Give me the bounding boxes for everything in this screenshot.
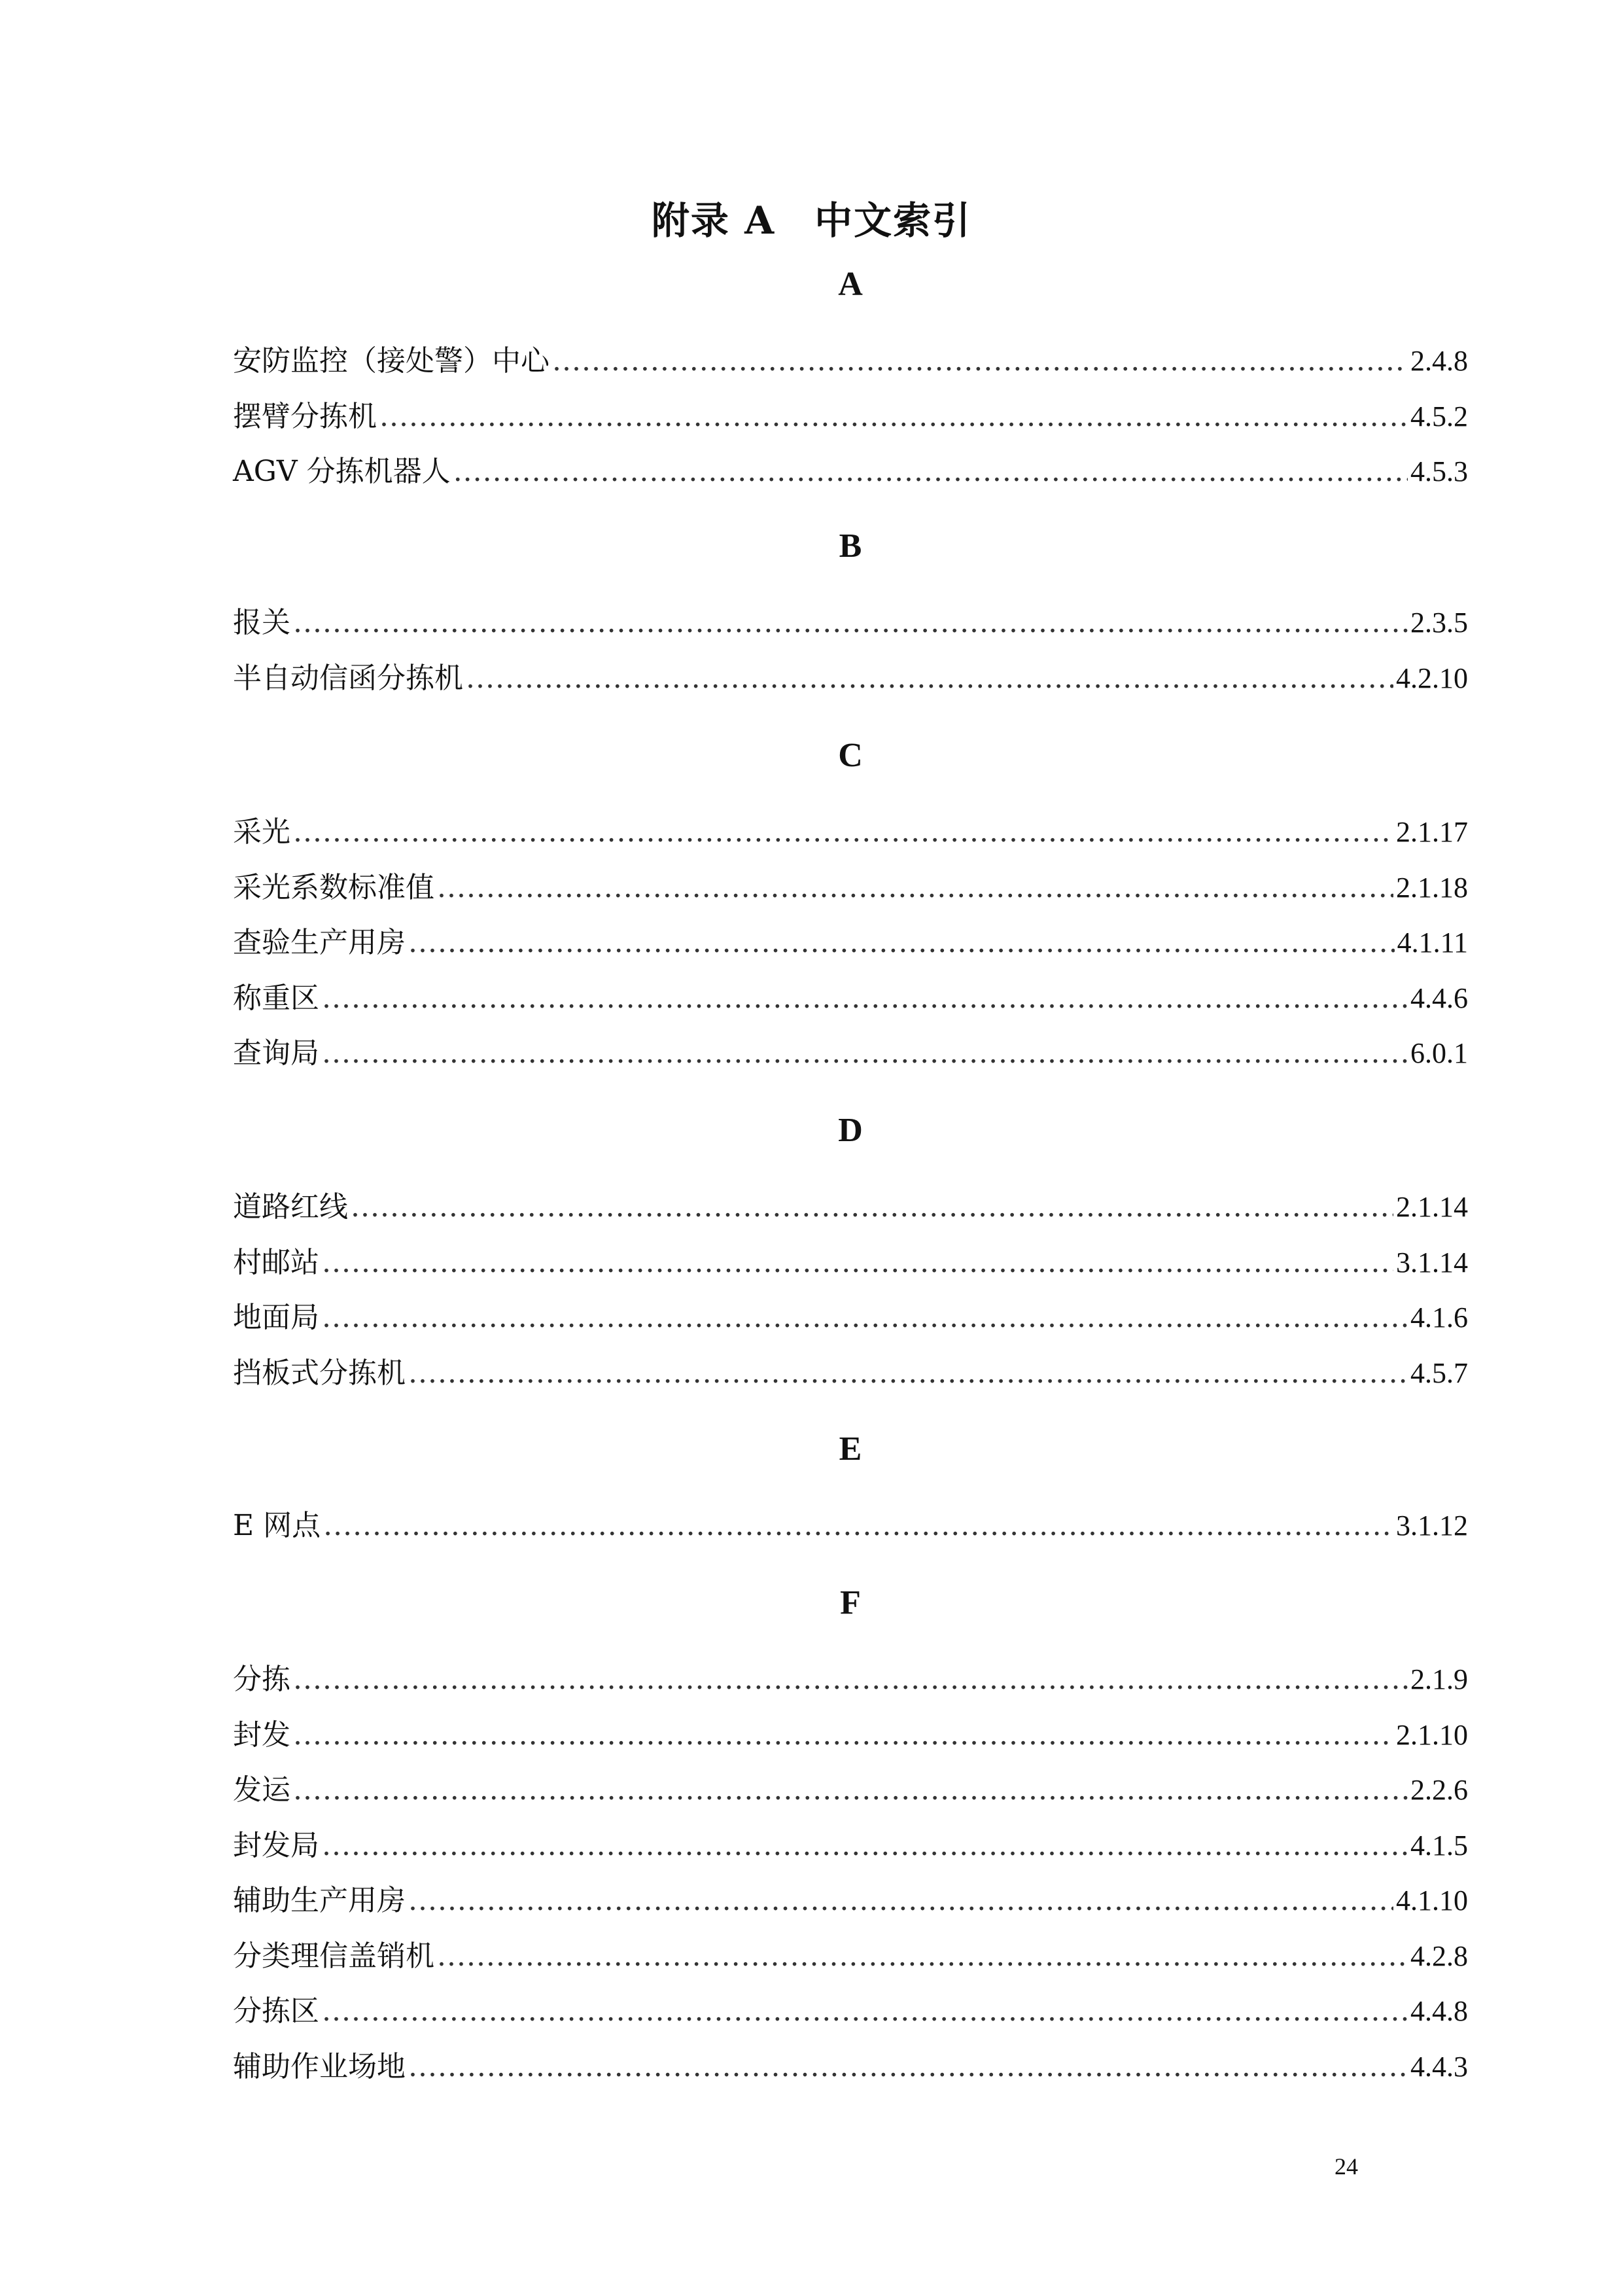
clause-ref: 3.1.14 [1396, 1246, 1468, 1279]
dot-leader [322, 971, 1408, 1027]
dot-leader [293, 595, 1408, 651]
index-term: 安防监控（接处警）中心 [233, 344, 550, 378]
page-number: 24 [1335, 2153, 1358, 2180]
section-letter: B [839, 527, 862, 565]
index-term: 分类理信盖销机 [233, 1939, 434, 1973]
index-entry [233, 1818, 1468, 1874]
clause-ref: 4.1.10 [1396, 1884, 1468, 1916]
clause-ref: 2.1.18 [1396, 871, 1468, 904]
section-f [233, 1574, 1468, 2094]
index-term: 辅助作业场地 [233, 2049, 406, 2083]
index-entry [233, 651, 1468, 707]
dot-leader [408, 2040, 1408, 2095]
index-entry [233, 1984, 1468, 2040]
section-letter: E [839, 1430, 862, 1468]
section-c [233, 726, 1468, 1082]
index-entry [233, 1346, 1468, 1402]
dot-leader [466, 651, 1393, 707]
index-entry [233, 1708, 1468, 1763]
index-entry [233, 1929, 1468, 1985]
index-term: 查验生产用房 [233, 926, 406, 959]
clause-ref: 4.2.8 [1410, 1939, 1468, 1972]
dot-leader [351, 1180, 1393, 1235]
dot-leader [322, 1235, 1393, 1291]
dot-leader [322, 1984, 1408, 2040]
dot-leader [437, 860, 1393, 916]
index-term: AGV 分拣机器人 [233, 455, 451, 488]
dot-leader [293, 1708, 1393, 1763]
clause-ref: 2.3.5 [1410, 607, 1468, 639]
index-term: 辅助生产用房 [233, 1884, 406, 1917]
clause-ref: 4.5.2 [1410, 400, 1468, 433]
index-term: 采光 [233, 815, 290, 849]
index-term: 采光系数标准值 [233, 870, 434, 904]
dot-leader [323, 1498, 1393, 1554]
index-term: 发运 [233, 1773, 290, 1807]
index-term: 村邮站 [233, 1245, 319, 1279]
dot-leader [322, 1290, 1408, 1346]
index-entry [233, 1873, 1468, 1929]
page-title: 附录 A 中文索引 [651, 198, 972, 243]
dot-leader [552, 334, 1408, 389]
section-d [233, 1101, 1468, 1401]
index-entry [233, 1290, 1468, 1346]
dot-leader [293, 1763, 1408, 1818]
index-entry [233, 1235, 1468, 1291]
index-term: E 网点 [233, 1509, 321, 1542]
index-entry [233, 389, 1468, 445]
index-entry [233, 1498, 1468, 1554]
index-term: 封发局 [233, 1828, 319, 1862]
dot-leader [293, 805, 1393, 860]
clause-ref: 4.2.10 [1396, 662, 1468, 694]
clause-ref: 4.4.3 [1410, 2050, 1468, 2083]
clause-ref: 4.1.11 [1397, 927, 1468, 959]
clause-ref: 2.1.17 [1396, 816, 1468, 848]
dot-leader [437, 1929, 1408, 1985]
dot-leader [408, 1873, 1393, 1929]
clause-ref: 3.1.12 [1396, 1510, 1468, 1542]
index-entry [233, 915, 1468, 971]
index-entry [233, 1652, 1468, 1708]
clause-ref: 4.1.6 [1410, 1301, 1468, 1333]
index-entry [233, 971, 1468, 1027]
index-entry [233, 1026, 1468, 1082]
section-b [233, 517, 1468, 706]
index-entry [233, 860, 1468, 916]
index-entry [233, 334, 1468, 389]
section-letter: D [838, 1112, 863, 1149]
dot-leader [408, 1346, 1408, 1402]
dot-leader [322, 1818, 1408, 1874]
clause-ref: 2.1.10 [1396, 1718, 1468, 1751]
clause-ref: 4.4.6 [1410, 981, 1468, 1014]
section-letter: F [840, 1584, 861, 1621]
clause-ref: 4.5.3 [1410, 455, 1468, 487]
index-term: 称重区 [233, 981, 319, 1015]
index-term: 查询局 [233, 1036, 319, 1070]
index-entry [233, 805, 1468, 860]
clause-ref: 4.5.7 [1410, 1356, 1468, 1389]
index-entry [233, 444, 1468, 500]
dot-leader [379, 389, 1408, 445]
dot-leader [408, 915, 1395, 971]
section-e [233, 1420, 1468, 1554]
dot-leader [322, 1026, 1408, 1082]
index-term: 分拣 [233, 1663, 290, 1696]
index-term: 摆臂分拣机 [233, 399, 377, 433]
section-a [233, 255, 1468, 500]
clause-ref: 2.1.9 [1410, 1663, 1468, 1695]
index-entry [233, 1180, 1468, 1235]
clause-ref: 2.1.14 [1396, 1191, 1468, 1223]
index-term: 报关 [233, 606, 290, 639]
dot-leader [453, 444, 1408, 500]
clause-ref: 6.0.1 [1410, 1037, 1468, 1069]
index-term: 分拣区 [233, 1994, 319, 2028]
index-entry [233, 2040, 1468, 2095]
index-term: 半自动信函分拣机 [233, 661, 463, 695]
index-term: 道路红线 [233, 1190, 348, 1224]
clause-ref: 4.1.5 [1410, 1829, 1468, 1862]
dot-leader [293, 1652, 1408, 1708]
clause-ref: 4.4.8 [1410, 1995, 1468, 2027]
index-term: 封发 [233, 1718, 290, 1752]
section-letter: A [838, 266, 863, 303]
index-term: 挡板式分拣机 [233, 1356, 406, 1390]
clause-ref: 2.2.6 [1410, 1774, 1468, 1806]
index-entry [233, 595, 1468, 651]
index-entry [233, 1763, 1468, 1818]
index-term: 地面局 [233, 1301, 319, 1334]
clause-ref: 2.4.8 [1410, 345, 1468, 377]
section-letter: C [838, 737, 863, 774]
